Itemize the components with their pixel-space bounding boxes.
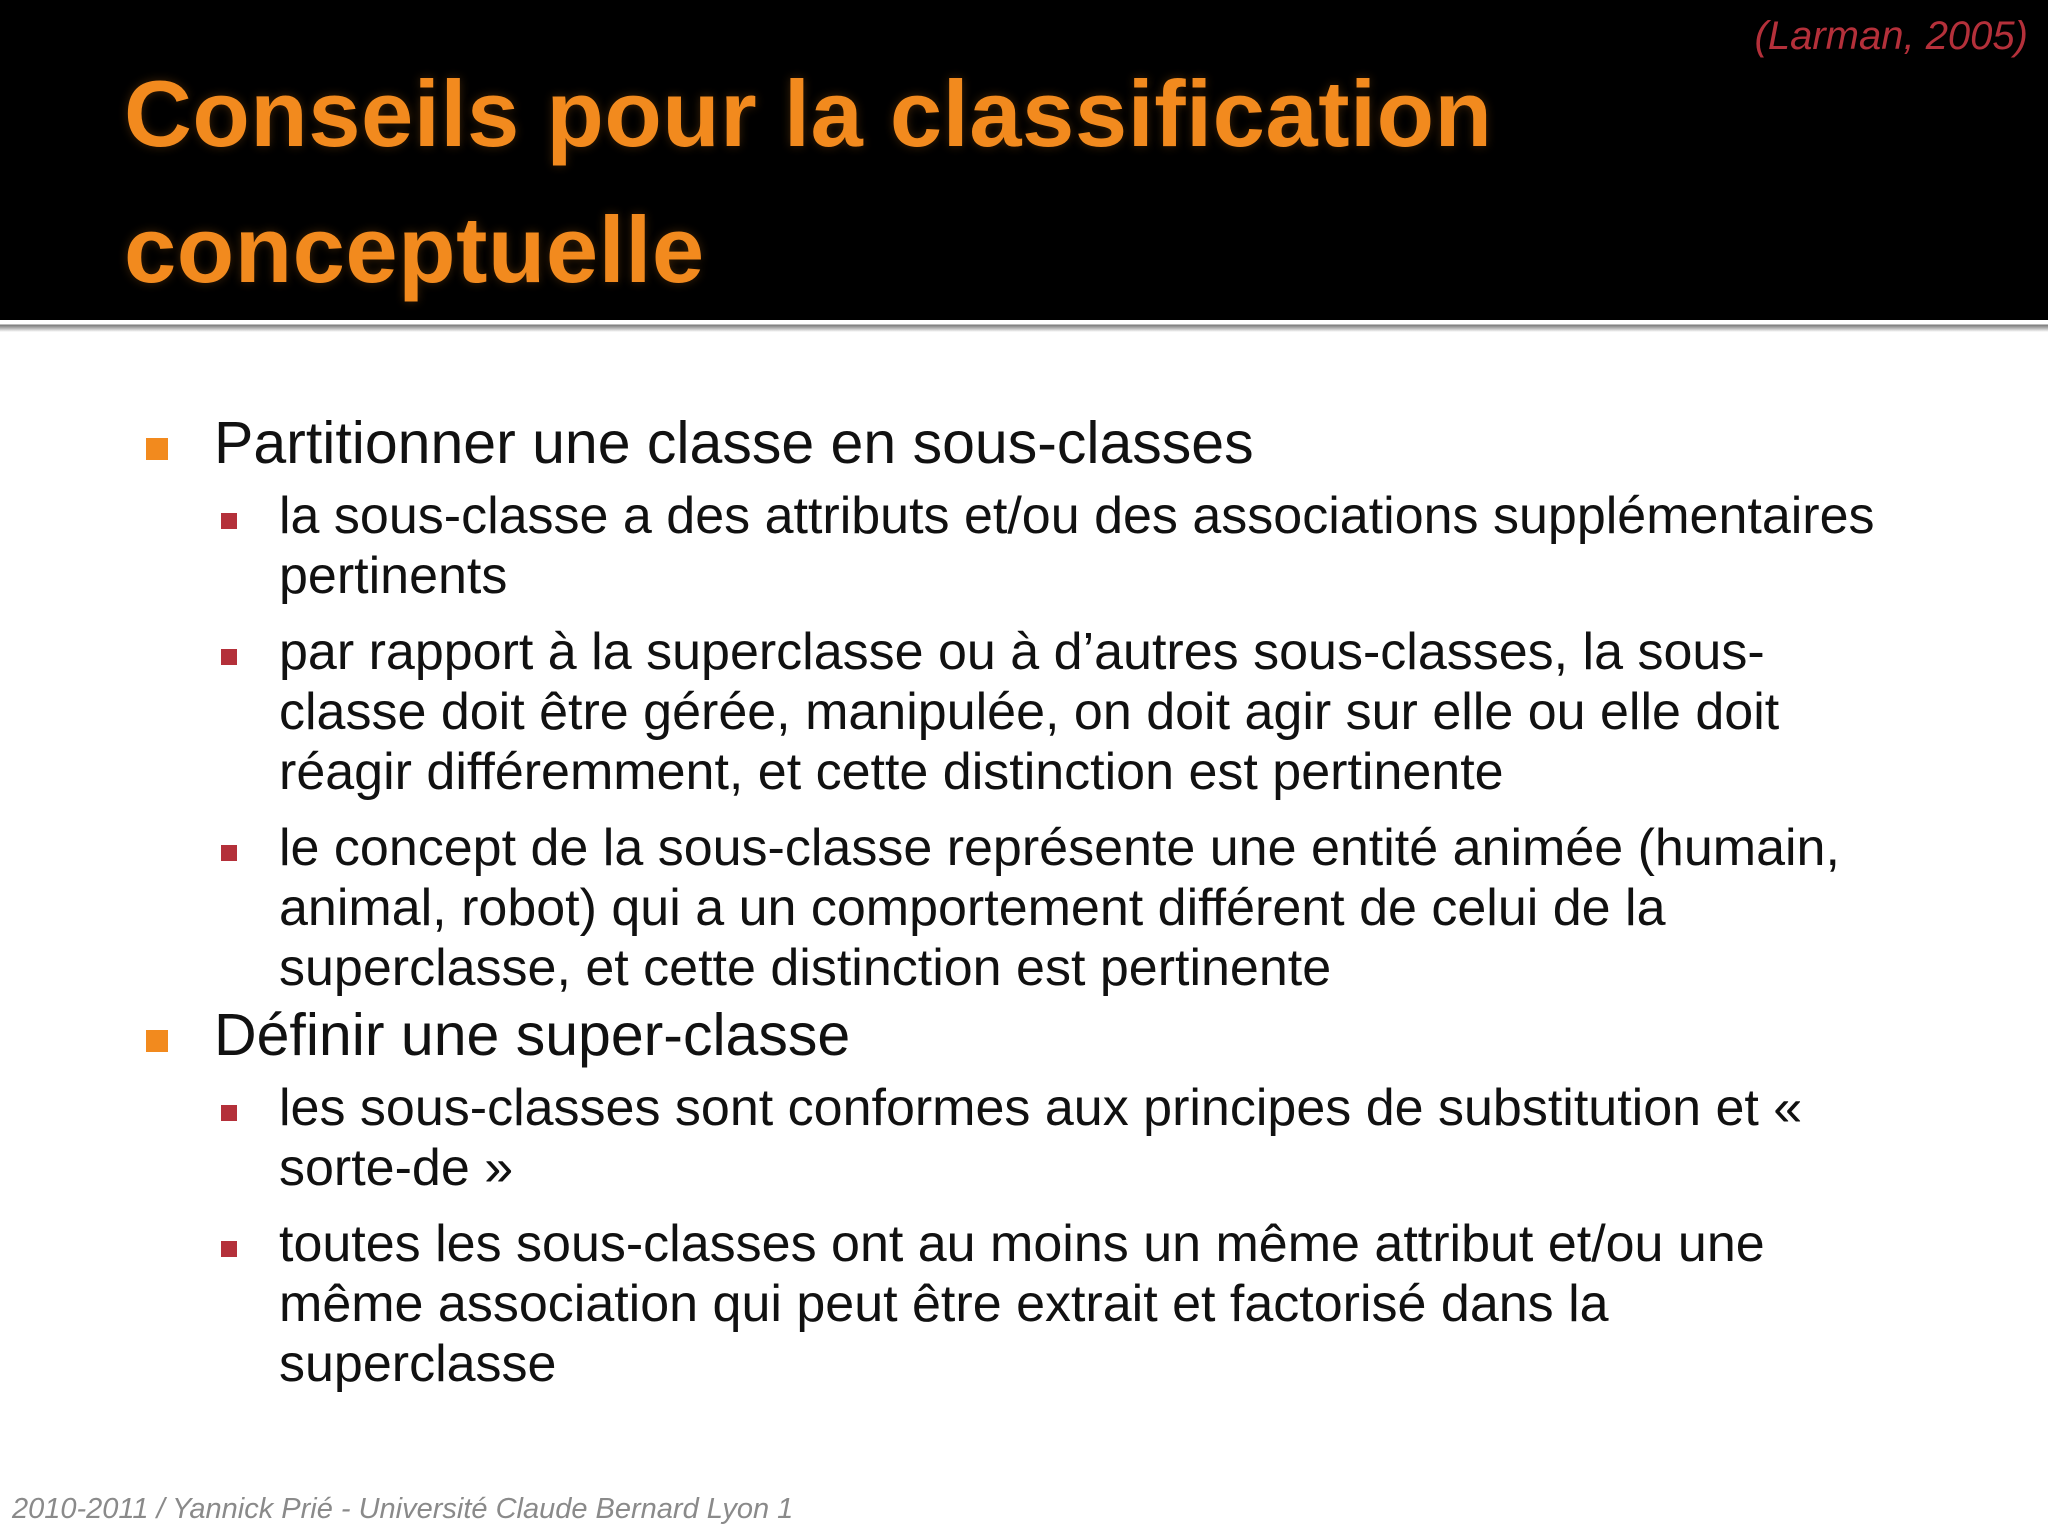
bullet-level1 xyxy=(0,408,1914,478)
bullet-text: le concept de la sous-classe représente une entité animée (humain, animal, robot) qui a un comportement différent de celui de la superclasse, et cette distinction est pertinente xyxy=(279,819,1840,997)
bullet-level2 xyxy=(0,818,1899,998)
bullet-level2 xyxy=(0,486,1899,606)
bullet-text: la sous-classe a des attributs et/ou des associations supplémentaires pertinents xyxy=(279,487,1875,605)
bullet-level2 xyxy=(0,622,1899,802)
bullet-text: les sous-classes sont conformes aux principes de substitution et « sorte-de » xyxy=(279,1079,1803,1197)
red-square-bullet-icon xyxy=(221,513,237,529)
red-square-bullet-icon xyxy=(221,1105,237,1121)
bullet-level1 xyxy=(0,1000,1914,1070)
bullet-level2 xyxy=(0,1078,1899,1198)
orange-square-bullet-icon xyxy=(146,1030,168,1052)
red-square-bullet-icon xyxy=(221,845,237,861)
citation: (Larman, 2005) xyxy=(1754,14,2028,58)
title-bar xyxy=(0,0,2048,320)
bullet-text: toutes les sous-classes ont au moins un même attribut et/ou une même association qui peut être extrait et factorisé dans la superclasse xyxy=(279,1215,1765,1393)
bullet-text: Définir une super-classe xyxy=(214,1002,851,1068)
orange-square-bullet-icon xyxy=(146,438,168,460)
slide-title: Conseils pour la classification conceptuelle xyxy=(124,61,1493,302)
header-divider xyxy=(0,320,2048,332)
footer: 2010-2011 / Yannick Prié - Université Claude Bernard Lyon 1 xyxy=(12,1493,794,1525)
bullet-level2 xyxy=(0,1214,1899,1394)
red-square-bullet-icon xyxy=(221,649,237,665)
red-square-bullet-icon xyxy=(221,1241,237,1257)
bullet-text: par rapport à la superclasse ou à d’autres sous-classes, la sous-classe doit être gérée, manipulée, on doit agir sur elle ou elle doit réagir différemment, et cette distinction est pertinente xyxy=(279,623,1780,801)
bullet-text: Partitionner une classe en sous-classes xyxy=(214,410,1254,476)
slide-content xyxy=(0,408,2048,1394)
